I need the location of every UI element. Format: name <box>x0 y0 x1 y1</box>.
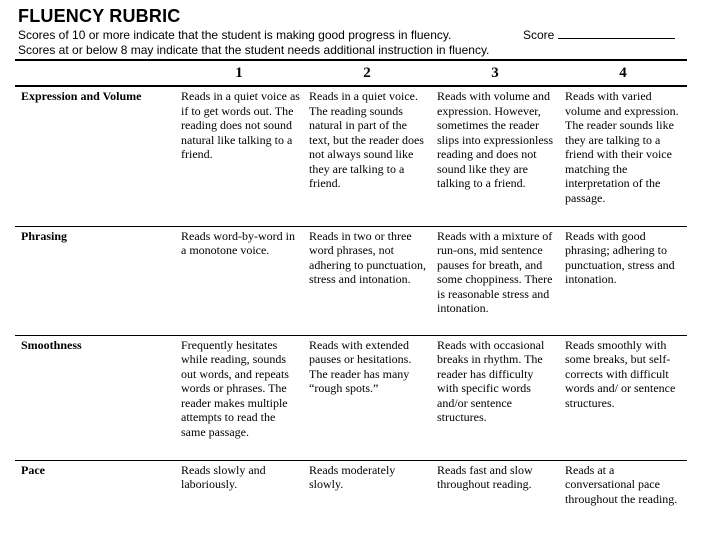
header-criterion <box>15 60 175 86</box>
score-blank-line[interactable] <box>558 28 675 39</box>
table-cell: Reads with volume and expression. However, sometimes the reader slips into expressionless reading and does not sound like they are talking to a friend. <box>431 86 559 226</box>
header-score-1: 1 <box>175 60 303 86</box>
table-cell: Reads with extended pauses or hesitations. The reader has many “rough spots.” <box>303 335 431 460</box>
table-row <box>15 226 687 335</box>
table-cell: Reads with good phrasing; adhering to punctuation, stress and intonation. <box>559 226 687 335</box>
table-cell: Reads in two or three word phrases, not adhering to punctuation, stress and intonation. <box>303 226 431 335</box>
instruction-line-1: Scores of 10 or more indicate that the student is making good progress in fluency. <box>18 28 452 42</box>
score-label: Score <box>523 28 555 42</box>
criterion-pace: Pace <box>21 462 45 477</box>
table-row <box>15 86 687 226</box>
table-cell: Reads slowly and laboriously. <box>181 462 266 491</box>
table-cell: Reads fast and slow throughout reading. <box>437 462 533 491</box>
page-title: FLUENCY RUBRIC <box>18 6 181 26</box>
criterion-expression-volume: Expression and Volume <box>15 86 175 226</box>
table-cell: Reads moderately slowly. <box>309 462 396 491</box>
header-score-2: 2 <box>303 60 431 86</box>
criterion-phrasing: Phrasing <box>15 226 175 335</box>
table-cell: Frequently hesitates while reading, sounds out words, and repeats words or phrases. The reader makes multiple attempts to read the same passage. <box>175 335 303 460</box>
rubric-header-row <box>15 60 687 86</box>
table-cell: Reads with occasional breaks in rhythm. The reader has difficulty with specific words and/or sentence structures. <box>431 335 559 460</box>
fluency-rubric-table <box>15 59 687 532</box>
table-row <box>15 460 687 532</box>
header-score-4: 4 <box>559 60 687 86</box>
table-cell: Reads word-by-word in a monotone voice. <box>175 226 303 335</box>
table-cell: Reads in a quiet voice. The reading sounds natural in part of the text, but the reader does not always sound like they are talking to a friend. <box>303 86 431 226</box>
score-field[interactable] <box>523 28 675 42</box>
table-cell: Reads with a mixture of run-ons, mid sentence pauses for breath, and some choppiness. There is reasonable stress and intonation. <box>431 226 559 335</box>
table-cell: Reads with varied volume and expression. The reader sounds like they are talking to a friend with their voice matching the interpretation of the passage. <box>559 86 687 226</box>
table-row <box>15 335 687 460</box>
table-cell: Reads smoothly with some breaks, but self-corrects with difficult words and/ or sentence structures. <box>559 335 687 460</box>
instruction-line-2: Scores at or below 8 may indicate that the student needs additional instruction in fluency. <box>18 43 490 57</box>
table-cell: Reads in a quiet voice as if to get words out. The reading does not sound natural like talking to a friend. <box>175 86 303 226</box>
table-cell: Reads at a conversational pace throughout the reading. <box>565 462 678 506</box>
header-score-3: 3 <box>431 60 559 86</box>
criterion-smoothness: Smoothness <box>15 335 175 460</box>
